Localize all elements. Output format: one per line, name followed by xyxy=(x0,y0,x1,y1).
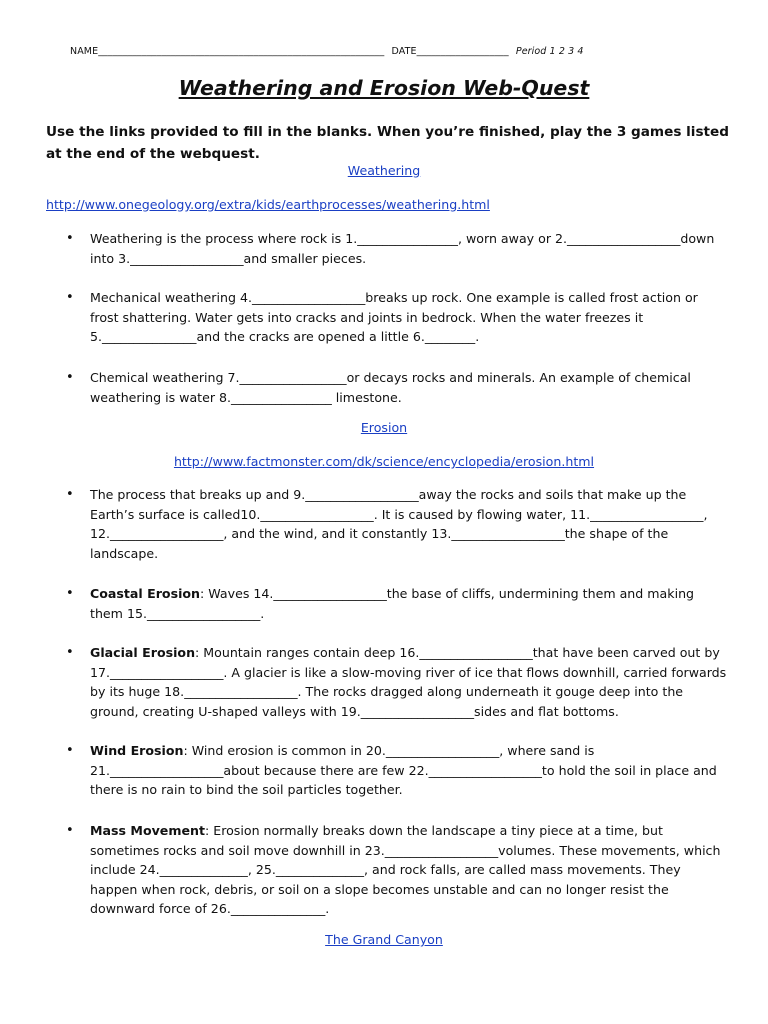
bullet-icon: • xyxy=(66,290,74,305)
item-text: Weathering is the process where rock is 1.________________, worn away or 2.__________________down into 3.__________________and smaller pieces. xyxy=(90,231,715,266)
date-field[interactable]: DATE___________________ xyxy=(391,46,509,57)
item-label: Wind Erosion xyxy=(90,743,184,758)
item-text: Chemical weathering 7._________________or decays rocks and minerals. An example of chemical weathering is water 8.________________ limestone. xyxy=(90,370,691,405)
item-label: Coastal Erosion xyxy=(90,586,201,601)
erosion-heading-link[interactable]: Erosion xyxy=(360,420,408,435)
bullet-icon: • xyxy=(66,487,74,502)
item-label: Mass Movement xyxy=(90,823,205,838)
bullet-icon: • xyxy=(66,231,74,246)
grand-canyon-link[interactable]: The Grand Canyon xyxy=(325,932,443,947)
list-item xyxy=(66,288,730,347)
item-label: Glacial Erosion xyxy=(90,645,196,660)
bullet-icon: • xyxy=(66,823,74,838)
bullet-icon: • xyxy=(66,370,74,385)
name-field[interactable]: NAME___________________________________________________________ xyxy=(70,46,385,57)
weathering-heading-wrap xyxy=(0,163,768,178)
list-item xyxy=(66,229,730,268)
list-item xyxy=(66,584,730,623)
bullet-icon: • xyxy=(66,743,74,758)
page-title: Weathering and Erosion Web-Quest xyxy=(178,76,590,100)
bullet-icon: • xyxy=(66,586,74,601)
weathering-url-link[interactable]: http://www.onegeology.org/extra/kids/earthprocesses/weathering.html xyxy=(46,197,490,212)
item-text: : Wind erosion is common in 20.__________________, where sand is 21.__________________about because there are few 22.__________________to hold the soil in place and there is no rain to bind the soil particles together. xyxy=(90,743,717,797)
instructions: Use the links provided to fill in the blanks. When you’re finished, play the 3 games listed at the end of the webquest. xyxy=(46,124,729,162)
list-item xyxy=(66,643,730,721)
erosion-url-wrap xyxy=(0,454,768,469)
list-item xyxy=(66,368,730,407)
bullet-icon: • xyxy=(66,645,74,660)
item-text: : Erosion normally breaks down the landscape a tiny piece at a time, but sometimes rocks and soil move downhill in 23.__________________volumes. These movements, which include 24.______________, 25.______________, and rock falls, are called mass movements. They happen when rock, debris, or soil on a slope becomes unstable and can no longer resist the downward force of 26._______________. xyxy=(90,823,721,916)
item-text: Mechanical weathering 4.__________________breaks up rock. One example is called frost action or frost shattering. Water gets into cracks and joints in bedrock. When the water freezes it 5._______________and the cracks are opened a little 6.________. xyxy=(90,290,698,344)
weathering-heading-link[interactable]: Weathering xyxy=(347,163,421,178)
header-line xyxy=(70,46,588,57)
period-options[interactable]: Period 1 2 3 4 xyxy=(515,46,584,57)
item-text: : Mountain ranges contain deep 16.__________________that have been carved out by 17.__________________. A glacier is like a slow-moving river of ice that flows downhill, carried forwards by its huge 18.__________________. The rocks dragged along underneath it gouge deep into the ground, creating U-shaped valleys with 19.__________________sides and flat bottoms. xyxy=(90,645,727,719)
grand-canyon-heading-wrap xyxy=(0,932,768,947)
erosion-heading-wrap xyxy=(0,420,768,435)
item-text: The process that breaks up and 9.__________________away the rocks and soils that make up the Earth’s surface is called10.__________________. It is caused by flowing water, 11.__________________, 12.__________________, and the wind, and it constantly 13.__________________the shape of the landscape. xyxy=(90,487,708,561)
weathering-url-wrap xyxy=(46,197,490,212)
erosion-url-link[interactable]: http://www.factmonster.com/dk/science/encyclopedia/erosion.html xyxy=(173,454,595,469)
list-item xyxy=(66,485,730,563)
list-item xyxy=(66,821,730,919)
item-text: : Waves 14.__________________the base of cliffs, undermining them and making them 15.__________________. xyxy=(90,586,695,621)
list-item xyxy=(66,741,730,800)
